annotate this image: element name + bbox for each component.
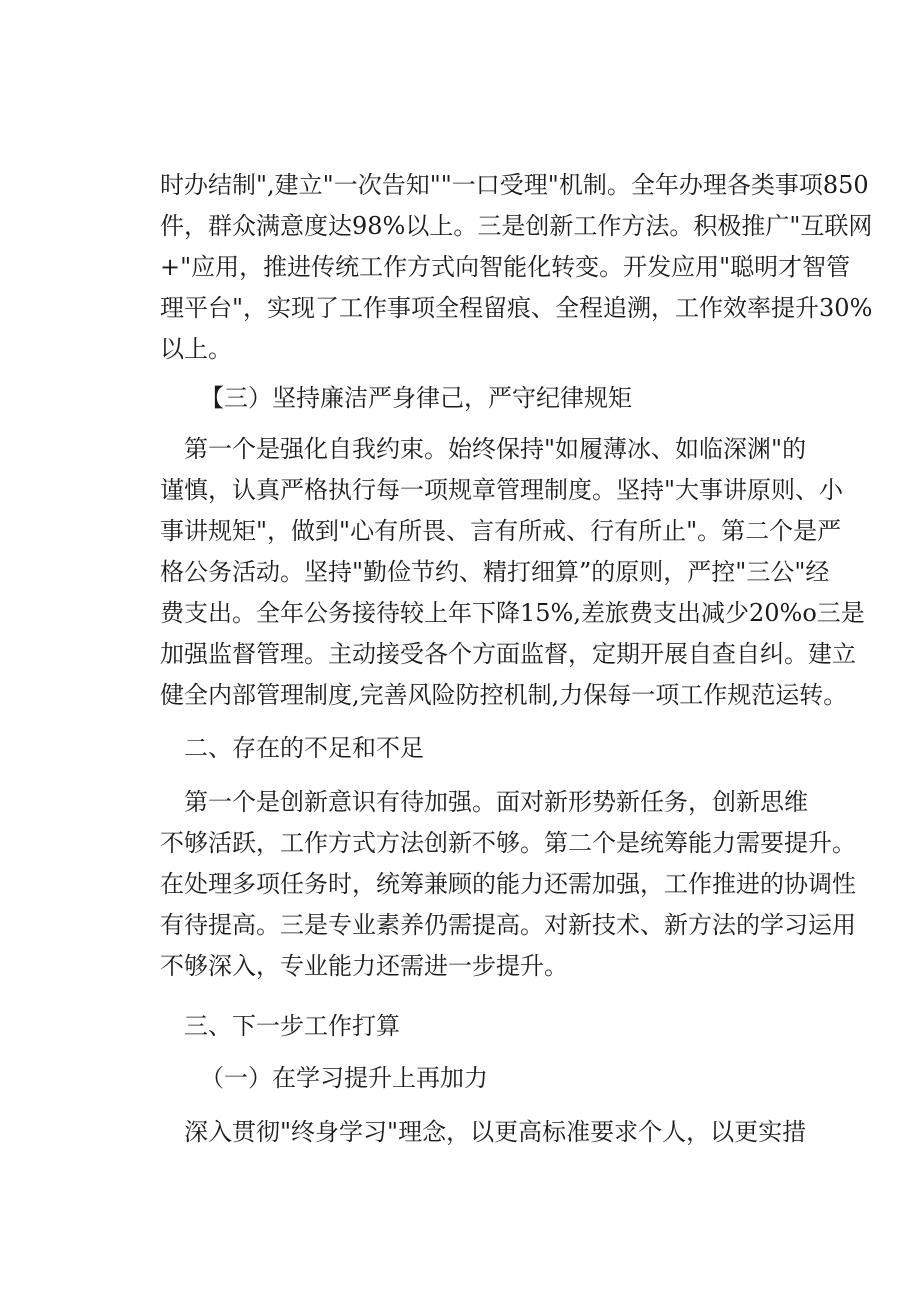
- paragraph-line: 有待提高。三是专业素养仍需提高。对新技术、新方法的学习运用: [160, 911, 856, 939]
- paragraph-line: 深入贯彻"终身学习"理念，以更高标准要求个人，以更实措: [184, 1118, 807, 1146]
- paragraph-line: 第一个是创新意识有待加强。面对新形势新任务，创新思维: [184, 788, 808, 816]
- section-heading: 三、下一步工作打算: [184, 1012, 400, 1040]
- paragraph-line: 第一个是强化自我约束。始终保持"如履薄冰、如临深渊"的: [184, 435, 807, 463]
- paragraph-line: 健全内部管理制度,完善风险防控机制,力保每一项工作规范运转。: [160, 681, 848, 709]
- section-heading: 【三）坚持廉洁严身律己，严守纪律规矩: [200, 384, 632, 412]
- subsection-heading: （一）在学习提升上再加力: [200, 1064, 488, 1092]
- paragraph-line: 不够深入，专业能力还需进一步提升。: [160, 952, 568, 980]
- paragraph-line: 事讲规矩"，做到"心有所畏、言有所戒、行有所止"。第二个是严: [160, 517, 842, 545]
- paragraph-line: 格公务活动。坚持"勤俭节约、精打细算”的原则，严控"三公"经: [160, 558, 830, 586]
- paragraph-line: 以上。: [160, 335, 232, 363]
- paragraph-line: 件，群众满意度达98%以上。三是创新工作方法。积极推广"互联网: [160, 212, 873, 240]
- paragraph-line: 时办结制",建立"一次告知""一口受理"机制。全年办理各类事项850: [160, 171, 869, 199]
- paragraph-line: 理平台"，实现了工作事项全程留痕、全程追溯，工作效率提升30%: [160, 294, 873, 322]
- paragraph-line: 在处理多项任务时，统筹兼顾的能力还需加强，工作推进的协调性: [160, 870, 856, 898]
- paragraph-line: 加强监督管理。主动接受各个方面监督，定期开展自查自纠。建立: [160, 640, 856, 668]
- paragraph-line: 不够活跃，工作方式方法创新不够。第二个是统筹能力需要提升。: [160, 829, 856, 857]
- paragraph-line: 费支出。全年公务接待较上年下降15%,差旅费支出减少20%o三是: [160, 599, 865, 627]
- paragraph-line: +"应用，推进传统工作方式向智能化转变。开发应用"聪明才智管: [160, 253, 851, 281]
- section-heading: 二、存在的不足和不足: [184, 734, 424, 762]
- paragraph-line: 谨慎，认真严格执行每一项规章管理制度。坚持"大事讲原则、小: [160, 476, 844, 504]
